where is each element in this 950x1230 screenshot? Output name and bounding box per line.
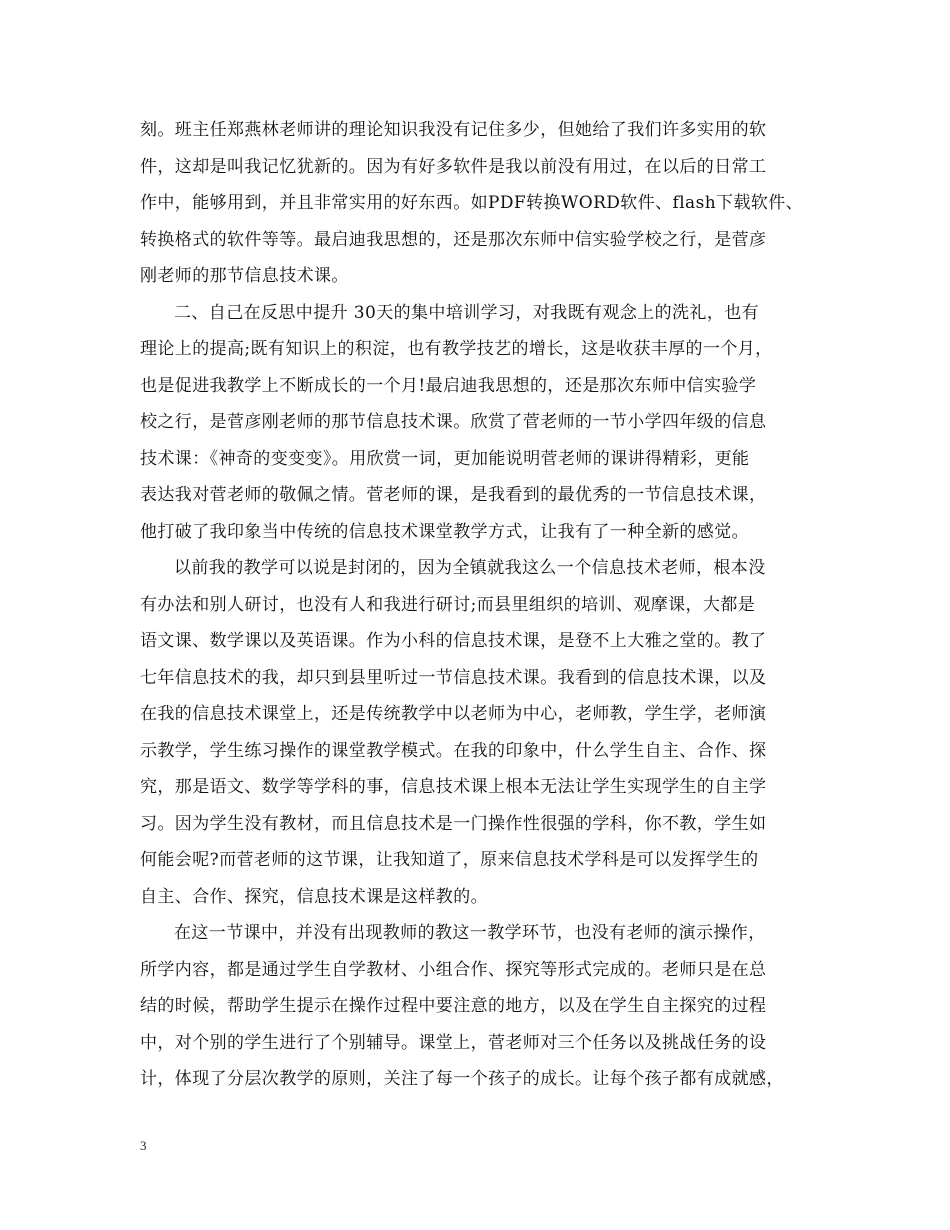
text-line: 习。因为学生没有教材，而且信息技术是一门操作性很强的学科，你不教，学生如 <box>140 813 767 834</box>
text-line: 结的时候，帮助学生提示在操作过程中要注意的地方，以及在学生自主探究的过程 <box>140 996 767 1016</box>
text-line: 作中，能够用到，并且非常实用的好东西。如PDF转换WORD软件、flash下载软件、 <box>140 193 804 213</box>
text-line: 二、自己在反思中提升 30天的集中培训学习，对我既有观念上的洗礼，也有 <box>174 302 760 323</box>
text-line: 刻。班主任郑燕林老师讲的理论知识我没有记住多少，但她给了我们许多实用的软 <box>140 120 767 140</box>
text-line: 计，体现了分层次教学的原则，关注了每一个孩子的成长。让每个孩子都有成就感， <box>140 1069 784 1089</box>
text-line: 自主、合作、探究，信息技术课是这样教的。 <box>140 886 488 907</box>
text-line: 刚老师的那节信息技术课。 <box>140 266 349 286</box>
text-line: 表达我对菅老师的敬佩之情。菅老师的课，是我看到的最优秀的一节信息技术课， <box>140 485 767 505</box>
text-line: 转换格式的软件等等。最启迪我思想的，还是那次东师中信实验学校之行，是菅彦 <box>140 229 767 250</box>
text-line: 件，这却是叫我记忆犹新的。因为有好多软件是我以前没有用过，在以后的日常工 <box>140 156 767 177</box>
text-line: 七年信息技术的我，却只到县里听过一节信息技术课。我看到的信息技术课，以及 <box>140 667 767 688</box>
text-line: 以前我的教学可以说是封闭的，因为全镇就我这么一个信息技术老师，根本没 <box>174 558 766 578</box>
text-line: 有办法和别人研讨，也没有人和我进行研讨;而县里组织的培训、观摩课，大都是 <box>140 594 756 615</box>
text-line: 校之行，是菅彦刚老师的那节信息技术课。欣赏了菅老师的一节小学四年级的信息 <box>140 412 767 432</box>
text-line: 语文课、数学课以及英语课。作为小科的信息技术课，是登不上大雅之堂的。教了 <box>140 631 767 651</box>
text-line: 理论上的提高;既有知识上的积淀，也有教学技艺的增长，这是收获丰厚的一个月， <box>140 339 773 359</box>
text-line: 究，那是语文、数学等学科的事，信息技术课上根本无法让学生实现学生的自主学 <box>140 777 767 797</box>
text-line: 中，对个别的学生进行了个别辅导。课堂上，菅老师对三个任务以及挑战任务的设 <box>140 1032 767 1053</box>
text-line: 何能会呢?而菅老师的这节课，让我知道了，原来信息技术学科是可以发挥学生的 <box>140 850 759 870</box>
text-line: 在这一节课中，并没有出现教师的教这一教学环节，也没有老师的演示操作， <box>174 923 766 943</box>
text-line: 也是促进我教学上不断成长的一个月!最启迪我思想的，还是那次东师中信实验学 <box>140 375 757 396</box>
page-number: 3 <box>140 1138 147 1153</box>
text-line: 所学内容，都是通过学生自学教材、小组合作、探究等形式完成的。老师只是在总 <box>140 959 767 980</box>
text-line: 技术课：《神奇的变变变》。用欣赏一词，更加能说明菅老师的课讲得精彩，更能 <box>140 448 750 469</box>
body-text <box>140 112 830 1098</box>
text-line: 他打破了我印象当中传统的信息技术课堂教学方式，让我有了一种全新的感觉。 <box>140 521 749 542</box>
text-line: 示教学，学生练习操作的课堂教学模式。在我的印象中，什么学生自主、合作、探 <box>140 740 767 761</box>
text-line: 在我的信息技术课堂上，还是传统教学中以老师为中心，老师教，学生学，老师演 <box>140 704 767 724</box>
